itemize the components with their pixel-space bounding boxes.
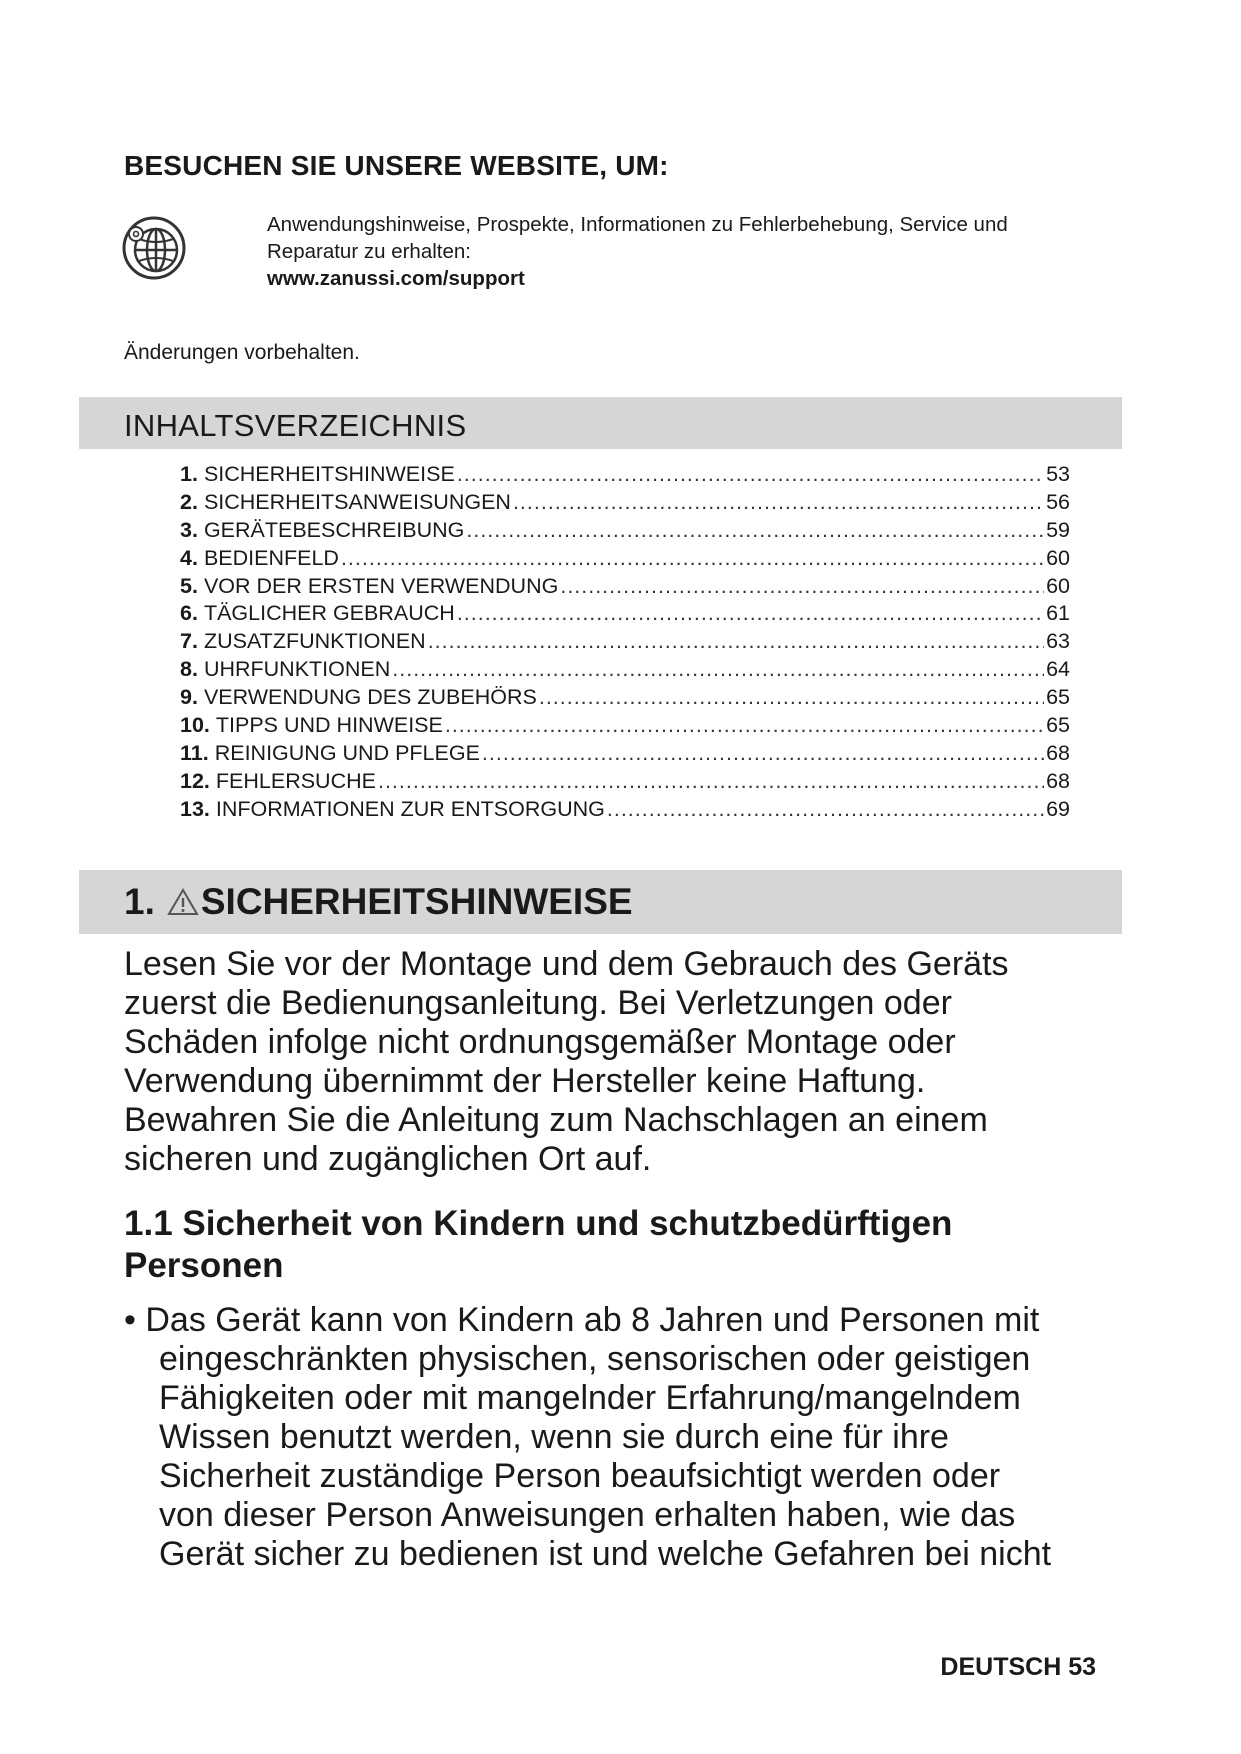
toc-leader-dots [457, 601, 1044, 626]
section-number: 1. [124, 881, 155, 922]
subsection-heading [124, 1203, 1124, 1287]
intro-line: zuerst die Bedienungsanleitung. Bei Verletzungen oder [124, 984, 952, 1022]
toc-leader-dots [445, 713, 1044, 738]
toc-item-page: 61 [1046, 601, 1070, 626]
toc-header-bar [79, 397, 1122, 449]
toc-leader-dots [392, 657, 1044, 682]
intro-line: Bewahren Sie die Anleitung zum Nachschlagen an einem [124, 1101, 988, 1139]
toc-item-page: 65 [1046, 685, 1070, 710]
toc-item-label: GERÄTEBESCHREIBUNG [203, 517, 465, 542]
toc-item-label: VOR DER ERSTEN VERWENDUNG [203, 573, 559, 598]
toc-item-number: 10. [180, 713, 210, 738]
toc-leader-dots [457, 462, 1044, 487]
toc-item-number: 3. [180, 517, 198, 542]
support-line-2: Reparatur zu erhalten: [267, 240, 471, 263]
toc-list [180, 462, 1070, 825]
toc-item-page: 53 [1046, 462, 1070, 486]
bullet-line: Fähigkeiten oder mit mangelnder Erfahrung/mangelndem [159, 1379, 1021, 1417]
toc-item-label: TÄGLICHER GEBRAUCH [203, 601, 455, 626]
intro-paragraph [124, 945, 1124, 1179]
toc-title: INHALTSVERZEICHNIS [124, 408, 467, 443]
bullet-line: von dieser Person Anweisungen erhalten haben, wie das [159, 1496, 1016, 1534]
toc-item[interactable] [180, 574, 1070, 602]
toc-item-page: 69 [1046, 796, 1070, 821]
toc-item[interactable] [180, 713, 1070, 741]
intro-line: Schäden infolge nicht ordnungsgemäßer Montage oder [124, 1023, 956, 1061]
toc-item-number: 1. [180, 462, 198, 486]
intro-line: Lesen Sie vor der Montage und dem Gebrauch des Geräts [124, 945, 1009, 983]
toc-item-page: 64 [1046, 657, 1070, 682]
toc-item[interactable] [180, 518, 1070, 546]
toc-leader-dots [513, 490, 1044, 515]
toc-item-number: 8. [180, 657, 198, 682]
toc-item[interactable] [180, 629, 1070, 657]
toc-leader-dots [428, 629, 1044, 654]
toc-item-label: ZUSATZFUNKTIONEN [203, 629, 426, 654]
toc-item-page: 60 [1046, 545, 1070, 570]
section-title [124, 881, 633, 923]
toc-item[interactable] [180, 769, 1070, 797]
toc-item-number: 5. [180, 573, 198, 598]
section-title-text: SICHERHEITSHINWEISE [200, 881, 633, 922]
page-footer: DEUTSCH 53 [940, 1653, 1096, 1681]
subsection-heading-line: 1.1 Sicherheit von Kindern und schutzbedürftigen [124, 1204, 953, 1243]
subsection-heading-line: Personen [124, 1246, 284, 1285]
visit-website-heading: BESUCHEN SIE UNSERE WEBSITE, UM: [124, 150, 669, 181]
toc-item-label: TIPPS UND HINWEISE [215, 713, 443, 738]
toc-item-number: 2. [180, 489, 198, 514]
toc-item-page: 63 [1046, 629, 1070, 654]
toc-item-number: 6. [180, 601, 198, 626]
toc-item-label: BEDIENFELD [203, 545, 339, 570]
changes-note: Änderungen vorbehalten. [124, 341, 360, 364]
toc-item[interactable] [180, 546, 1070, 574]
toc-leader-dots [378, 769, 1044, 794]
toc-item-page: 65 [1046, 713, 1070, 738]
toc-item-page: 56 [1046, 489, 1070, 514]
bullet-line: Gerät sicher zu bedienen ist und welche Gefahren bei nicht [159, 1535, 1052, 1573]
toc-leader-dots [466, 518, 1044, 543]
toc-item-page: 68 [1046, 740, 1070, 765]
toc-item-label: FEHLERSUCHE [215, 768, 376, 793]
toc-item[interactable] [180, 657, 1070, 685]
support-line-1: Anwendungshinweise, Prospekte, Informationen zu Fehlerbehebung, Service und [267, 213, 1008, 236]
toc-item-label: SICHERHEITSANWEISUNGEN [203, 489, 511, 514]
toc-leader-dots [560, 574, 1044, 599]
bullet-line: Sicherheit zuständige Person beaufsichtigt werden oder [159, 1457, 1001, 1495]
toc-item-page: 60 [1046, 573, 1070, 598]
bullet-item [124, 1301, 1134, 1574]
toc-item-label: VERWENDUNG DES ZUBEHÖRS [203, 685, 537, 710]
toc-leader-dots [607, 797, 1044, 822]
toc-item-number: 13. [180, 796, 210, 821]
toc-item[interactable] [180, 490, 1070, 518]
toc-leader-dots [539, 685, 1044, 710]
warning-triangle-icon [167, 887, 199, 917]
bullet-line: Wissen benutzt werden, wenn sie durch eine für ihre [159, 1418, 949, 1456]
toc-item-label: REINIGUNG UND PFLEGE [214, 740, 480, 765]
bullet-line: eingeschränkten physischen, sensorischen oder geistigen [159, 1340, 1031, 1378]
intro-line: sicheren und zugänglichen Ort auf. [124, 1140, 652, 1178]
toc-item-number: 9. [180, 685, 198, 710]
toc-item[interactable] [180, 685, 1070, 713]
toc-leader-dots [482, 741, 1044, 766]
globe-web-icon [120, 214, 188, 282]
toc-item-label: INFORMATIONEN ZUR ENTSORGUNG [215, 796, 605, 821]
toc-item-number: 7. [180, 629, 198, 654]
support-info [267, 211, 1127, 292]
toc-item-number: 4. [180, 545, 198, 570]
toc-item-number: 12. [180, 768, 210, 793]
toc-item-page: 59 [1046, 517, 1070, 542]
toc-item-label: UHRFUNKTIONEN [203, 657, 391, 682]
bullet-line: • Das Gerät kann von Kindern ab 8 Jahren und Personen mit [124, 1301, 1040, 1339]
toc-item-page: 68 [1046, 768, 1070, 793]
support-url-link[interactable]: www.zanussi.com/support [267, 267, 525, 290]
toc-item[interactable] [180, 462, 1070, 490]
toc-item-label: SICHERHEITSHINWEISE [203, 462, 455, 486]
toc-item[interactable] [180, 741, 1070, 769]
toc-item[interactable] [180, 601, 1070, 629]
intro-line: Verwendung übernimmt der Hersteller keine Haftung. [124, 1062, 926, 1100]
toc-item-number: 11. [180, 740, 209, 765]
toc-leader-dots [341, 546, 1044, 571]
toc-item[interactable] [180, 797, 1070, 825]
section-header-bar [79, 870, 1122, 934]
